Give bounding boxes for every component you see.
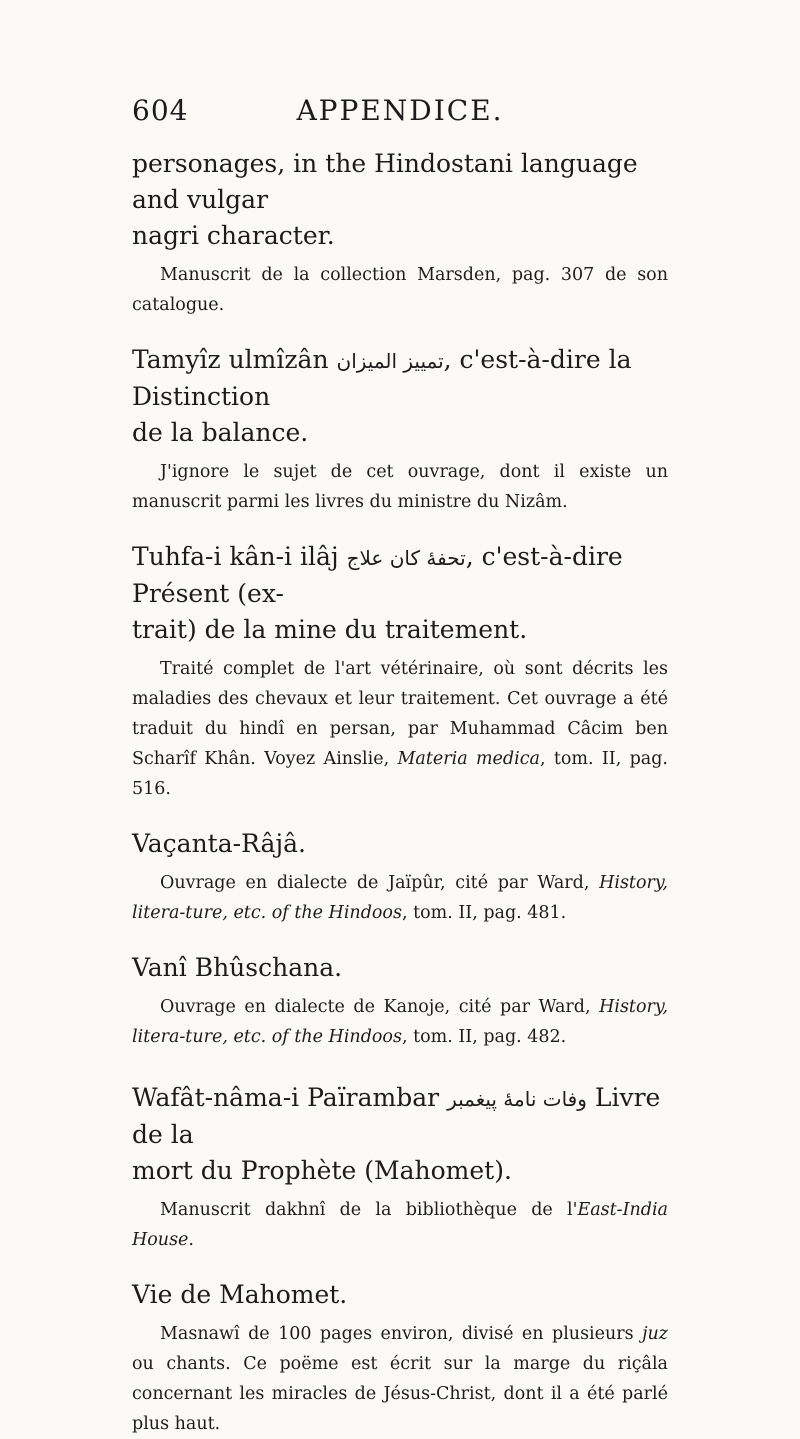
entry-title: Tamyîz ulmîzân تمييز الميزان, c'est-à-dire la Distinction de la balance. [132, 345, 632, 447]
entry-note: Manuscrit dakhnî de la bibliothèque de l'East-India House. [132, 1200, 668, 1250]
arabic-title: تمييز الميزان [336, 349, 444, 373]
entry-title: personages, in the Hindostani language and vulgar nagri character. [132, 149, 638, 250]
entry-note: Ouvrage en dialecte de Kanoje, cité par Ward, History, litera-ture, etc. of the Hindoos, tom. II, pag. 482. [132, 997, 668, 1047]
entry-continuation [132, 146, 668, 320]
entry-tamyiz-ulmizan [132, 342, 668, 517]
entry-note: Masnawî de 100 pages environ, divisé en plusieurs juz ou chants. Ce poëme est écrit sur la marge du riçâla concernant les miracles de Jésus-Christ, dont il a été parlé plus haut. [132, 1324, 668, 1434]
entry-title: Tuhfa-i kân-i ilâj تحفهٔ کان علاج, c'est-à-dire Présent (ex- trait) de la mine du traitement. [132, 542, 623, 644]
entry-wafat-nama [132, 1080, 668, 1255]
entry-tuhfa-i-kan-i-ilaj [132, 539, 668, 804]
entry-title: Vaçanta-Râjâ. [132, 829, 306, 858]
entry-note: Manuscrit de la collection Marsden, pag. 307 de son catalogue. [132, 265, 668, 315]
page-number: 604 [132, 94, 189, 127]
entry-vacanta-raja [132, 826, 668, 928]
entry-title: Wafât-nâma-i Païrambar وفات نامهٔ پیغمبر Livre de la mort du Prophète (Mahomet). [132, 1083, 661, 1185]
arabic-title: وفات نامهٔ پیغمبر [447, 1087, 587, 1111]
running-title: APPENDICE. [296, 94, 504, 127]
entry-title: Vanî Bhûschana. [132, 953, 343, 982]
entry-vie-de-mahomet [132, 1277, 668, 1439]
entry-vani-bhuschana [132, 950, 668, 1052]
running-head [132, 94, 668, 130]
page-body [132, 146, 668, 1439]
arabic-title: تحفهٔ کان علاج [346, 546, 466, 570]
entry-note: Traité complet de l'art vétérinaire, où sont décrits les maladies des chevaux et leur traitement. Cet ouvrage a été traduit du hindî en persan, par Muhammad Câcim ben Scharîf Khân. Voyez Ainslie, Materia medica, tom. II, pag. 516. [132, 659, 668, 799]
entry-note: J'ignore le sujet de cet ouvrage, dont il existe un manuscrit parmi les livres du ministre du Nizâm. [132, 462, 668, 512]
entry-title: Vie de Mahomet. [132, 1280, 348, 1309]
entry-note: Ouvrage en dialecte de Jaïpûr, cité par Ward, History, litera-ture, etc. of the Hindoos, tom. II, pag. 481. [132, 873, 668, 923]
